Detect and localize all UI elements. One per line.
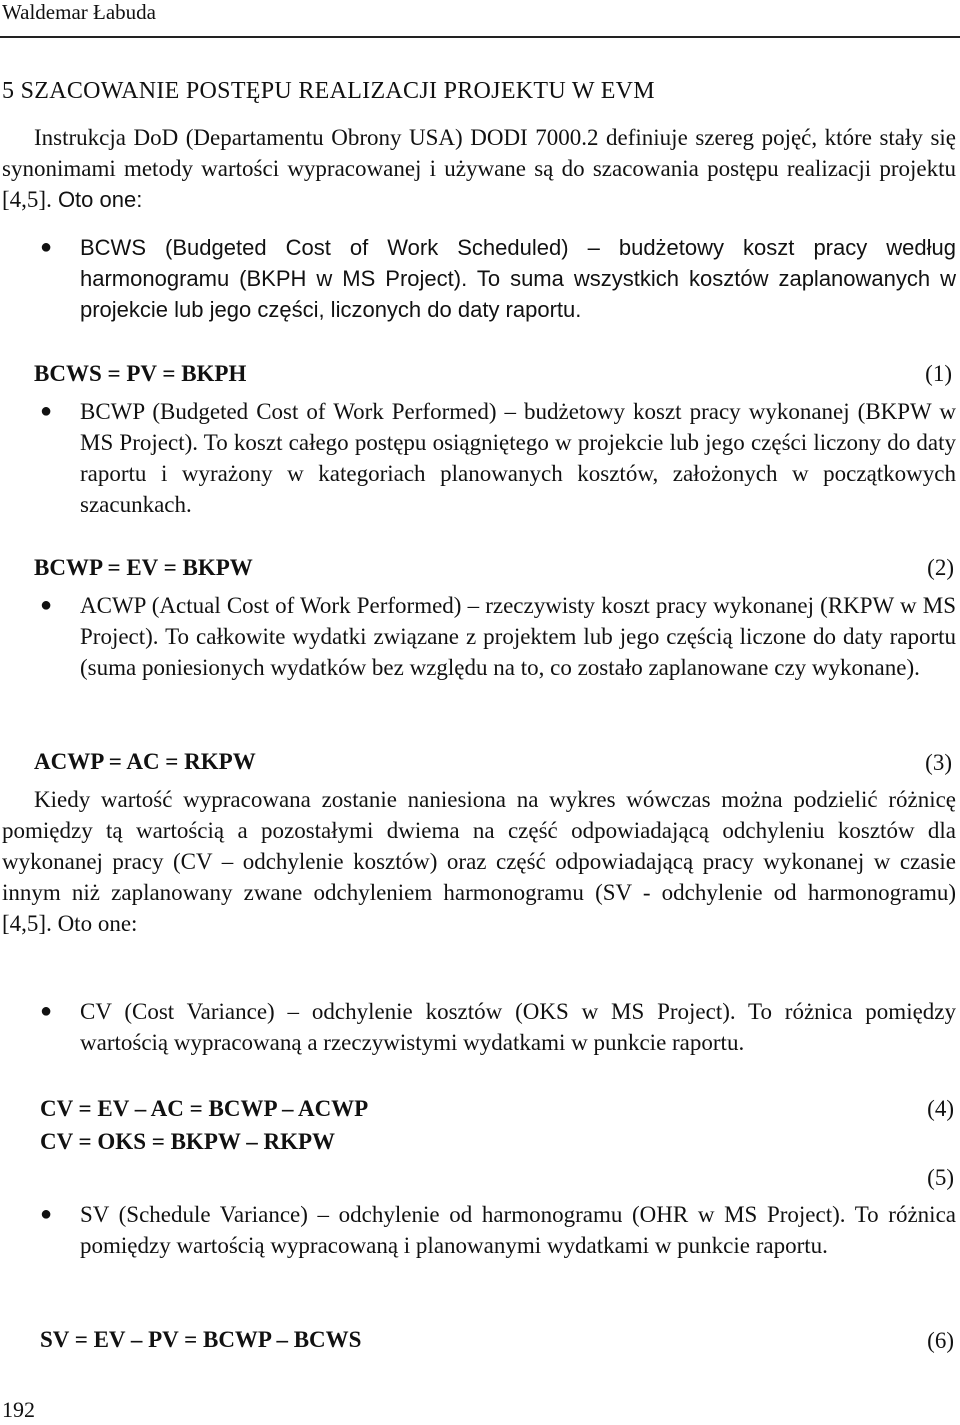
bullet-icon: ● (40, 594, 53, 616)
bullet-bcws-description: To suma wszystkich kosztów zaplanowanych w projekcie lub jego części, liczonych do daty raportu. (80, 266, 957, 322)
intro-text-tail: Oto one: (51, 187, 143, 212)
formula-5: CV = OKS = BKPW – RKPW (40, 1129, 336, 1154)
intro-text: Instrukcja DoD (Departamentu Obrony USA) DODI 7000.2 definiuje szereg pojęć, które stały się synonimami metody wartości wypracowanej i używane są do szacowania postępu realizacji projektu [4,5]. (2, 125, 956, 212)
bullet-icon: ● (40, 400, 53, 422)
equation-number-1: (1) (925, 361, 952, 386)
bullet-icon: ● (40, 1203, 53, 1225)
equation-number-5: (5) (927, 1165, 954, 1190)
bullet-bcwp (80, 396, 956, 520)
formula-3: ACWP = AC = RKPW (34, 749, 256, 774)
bullet-cv: CV (Cost Variance) – odchylenie kosztów (OKS w MS Project). To różnica pomiędzy wartością wypracowaną a rzeczywistymi wydatkami w punkcie raportu. (80, 999, 956, 1055)
middle-paragraph: Kiedy wartość wypracowana zostanie naniesiona na wykres wówczas można podzielić różnicę pomiędzy tą wartością a pozostałymi dwiema na część odpowiadającą odchyleniu kosztów dla wykonanej pracy (CV – odchylenie kosztów) oraz część odpowiadającą pracy wykonanej w czasie innym niż zaplanowany zwane odchyleniem harmonogramu (SV - odchylenie od harmonogramu) [4,5]. Oto one: (2, 787, 956, 936)
bullet-sv: SV (Schedule Variance) – odchylenie od harmonogramu (OHR w MS Project). To różnica pomiędzy wartością wypracowaną i planowanymi wydatkami w punkcie raportu. (80, 1202, 956, 1258)
bullet-bcwp-description: To koszt całego postępu osiągniętego w projekcie lub jego części liczony do daty raportu i wyrażony w kategoriach planowanych kosztów, założonych w początkowych szacunkach. (80, 430, 956, 517)
formula-1: BCWS = PV = BKPH (34, 361, 247, 386)
bullet-acwp-description: To całkowite wydatki związane z projektem lub jego częścią liczone do daty raportu (suma poniesionych wydatków bez względu na to, co zostało zaplanowane czy wykonane). (80, 624, 956, 680)
equation-number-6: (6) (927, 1328, 954, 1353)
bullet-acwp-definition: ACWP (Actual Cost of Work Performed) – rzeczywisty koszt pracy wykonanej (RKPW w MS Project). (80, 593, 956, 649)
equation-number-2: (2) (927, 555, 954, 580)
formula-2: BCWP = EV = BKPW (34, 555, 253, 580)
formula-6: SV = EV – PV = BCWP – BCWS (40, 1327, 362, 1352)
bullet-bcwp-definition: BCWP (Budgeted Cost of Work Performed) – budżetowy koszt pracy wykonanej (BKPW w MS Project). (80, 399, 956, 455)
bullet-icon: ● (40, 1000, 53, 1022)
section-title: 5 SZACOWANIE POSTĘPU REALIZACJI PROJEKTU W EVM (2, 78, 655, 104)
equation-number-3: (3) (925, 750, 952, 775)
formula-4: CV = EV – AC = BCWP – ACWP (40, 1096, 369, 1121)
page-number: 192 (2, 1397, 35, 1422)
running-header-author: Waldemar Łabuda (2, 0, 156, 24)
bullet-icon: ● (40, 236, 53, 258)
bullet-bcws-definition: BCWS (Budgeted Cost of Work Scheduled) – budżetowy koszt pracy według harmonogramu (BKPH w MS Project). (80, 235, 956, 291)
bullet-acwp (80, 590, 956, 683)
intro-paragraph (2, 122, 956, 215)
header-divider (0, 36, 960, 38)
equation-number-4: (4) (927, 1096, 954, 1121)
bullet-bcws (80, 232, 956, 325)
